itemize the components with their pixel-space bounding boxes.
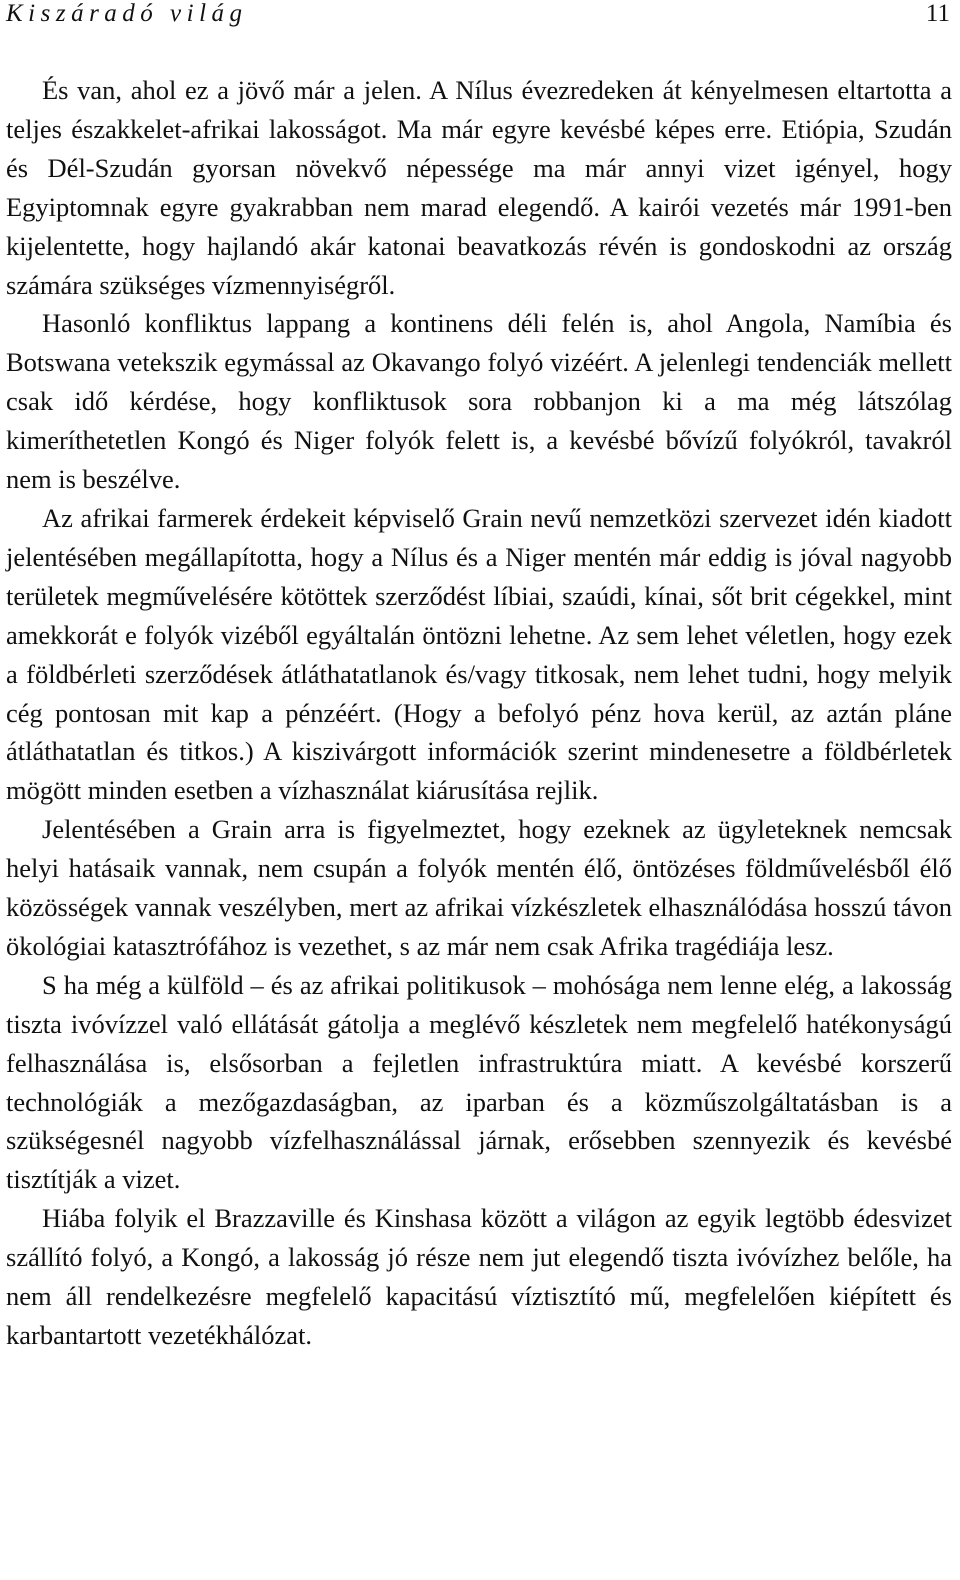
body-text [6,71,952,1355]
running-title: Kiszáradó világ [6,0,248,27]
page-header [6,0,950,30]
page-number: 11 [925,0,950,27]
paragraph: Az afrikai farmerek érdekeit képviselő Grain nevű nemzetközi szervezet idén kiadott jelentésében megállapította, hogy a Nílus és a Niger mentén már eddig is jóval nagyobb területek megművelésére kötöttek szerződést líbiai, szaúdi, kínai, sőt brit cégekkel, mint amekkorát e folyók vizéből egyáltalán öntözni lehetne. Az sem lehet véletlen, hogy ezek a földbérleti szerződések átláthatatlanok és/vagy titkosak, nem lehet tudni, hogy melyik cég pontosan mit kap a pénzéért. (Hogy a befolyó pénz hova kerül, az aztán pláne átláthatatlan és titkos.) A kiszivárgott információk szerint mindenesetre a földbérletek mögött minden esetben a vízhasználat kiárusítása rejlik. [6,502,952,806]
paragraph: Hiába folyik el Brazzaville és Kinshasa között a világon az egyik legtöbb édesvizet szállító folyó, a Kongó, a lakosság jó része nem jut elegendő tiszta ivóvízhez belőle, ha nem áll rendelkezésre megfelelő kapacitású víztisztító mű, megfelelően kiépített és karbantartott vezetékhálózat. [6,1203,952,1350]
paragraph: Hasonló konfliktus lappang a kontinens déli felén is, ahol Angola, Namíbia és Botswana vetekszik egymással az Okavango folyó vizéért. A jelenlegi tendenciák mellett csak idő kérdése, hogy konfliktusok sora robbanjon ki a ma még látszólag kimeríthetetlen Kongó és Niger folyók felett is, a kevésbé bővízű folyókról, tavakról nem is beszélve. [6,308,952,495]
paragraph: És van, ahol ez a jövő már a jelen. A Nílus évezredeken át kényelmesen eltartotta a teljes északkelet-afrikai lakosságot. Ma már egyre kevésbé képes erre. Etiópia, Szudán és Dél-Szudán gyorsan növekvő népessége ma már annyi vizet igényel, hogy Egyiptomnak egyre gyakrabban nem marad elegendő. A kairói vezetés már 1991-ben kijelentette, hogy hajlandó akár katonai beavatkozás révén is gondoskodni az ország számára szükséges vízmennyiségről. [6,75,952,300]
paragraph: S ha még a külföld – és az afrikai politikusok – mohósága nem lenne elég, a lakosság tiszta ivóvízzel való ellátását gátolja a meglévő készletek nem megfelelő hatékonyságú felhasználása is, elsősorban a fejletlen infrastruktúra miatt. A kevésbé korszerű technológiák a mezőgazdaságban, az iparban és a közműszolgáltatásban is a szükségesnél nagyobb vízfelhasználással járnak, erősebben szennyezik és kevésbé tisztítják a vizet. [6,969,952,1195]
paragraph: Jelentésében a Grain arra is figyelmeztet, hogy ezeknek az ügyleteknek nemcsak helyi hatásaik vannak, nem csupán a folyók mentén élő, öntözéses földművelésből élő közösségek vannak veszélyben, mert az afrikai vízkészletek elhasználódása hosszú távon ökológiai katasztrófához is vezethet, s az már nem csak Afrika tragédiája lesz. [6,814,952,961]
